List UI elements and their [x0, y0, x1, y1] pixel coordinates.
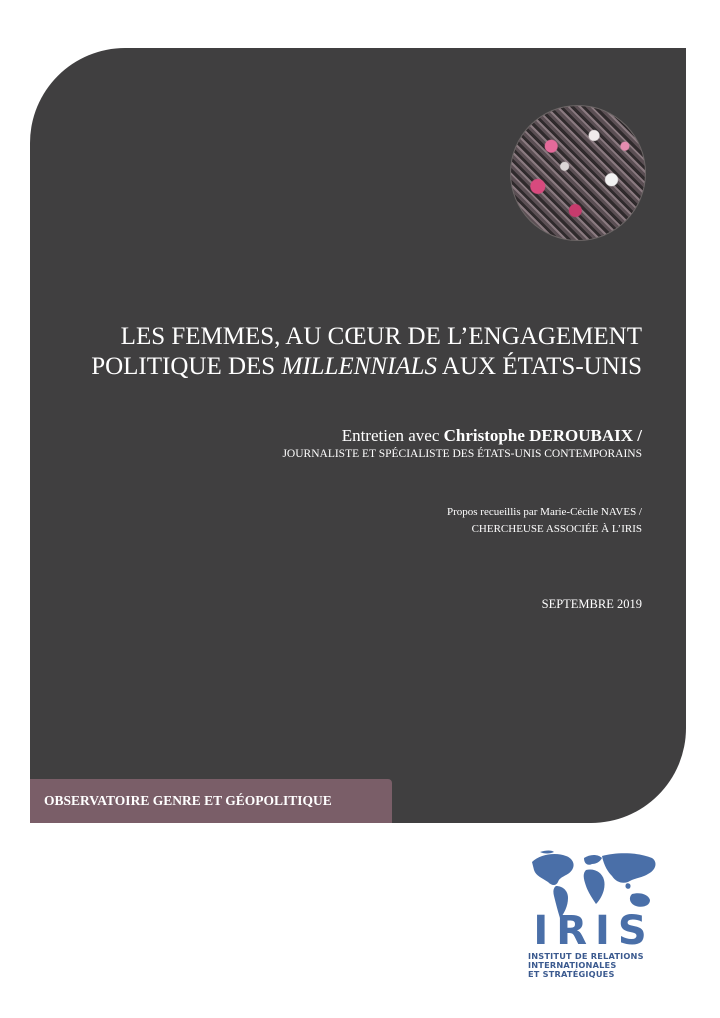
title-line-2-prefix: POLITIQUE DES: [91, 353, 282, 380]
collected-by: Propos recueillis par Marie-Cécile NAVES /: [446, 506, 642, 518]
iris-logo: [526, 848, 662, 984]
collector-role: CHERCHEUSE ASSOCIÉE À L’IRIS: [471, 523, 642, 535]
title-line-2: [42, 352, 642, 382]
title-line-1: LES FEMMES, AU CŒUR DE L’ENGAGEMENT: [120, 323, 642, 350]
logo-line-2: INTERNATIONALES: [528, 960, 617, 970]
interview-prefix: Entretien avec: [341, 426, 444, 445]
title-line-2-emphasis: MILLENNIALS: [281, 353, 438, 380]
logo-line-1: INSTITUT DE RELATIONS: [528, 951, 644, 961]
report-title: [42, 322, 642, 382]
logo-line-3: ET STRATÉGIQUES: [528, 969, 615, 979]
interview-heading: [62, 426, 642, 446]
observatory-badge: OBSERVATOIRE GENRE ET GÉOPOLITIQUE: [30, 779, 392, 823]
logo-subtitle: [528, 952, 662, 979]
collected-by-block: [82, 504, 642, 538]
publication-date: SEPTEMBRE 2019: [541, 597, 642, 611]
crowd-photo-icon: [511, 106, 645, 240]
interviewee-name: Christophe DEROUBAIX /: [443, 426, 642, 445]
interviewee-role: JOURNALISTE ET SPÉCIALISTE DES ÉTATS-UNIS CONTEMPORAINS: [282, 448, 642, 460]
logo-brand: IRIS: [533, 908, 655, 954]
title-line-2-suffix: AUX ÉTATS-UNIS: [437, 353, 642, 380]
